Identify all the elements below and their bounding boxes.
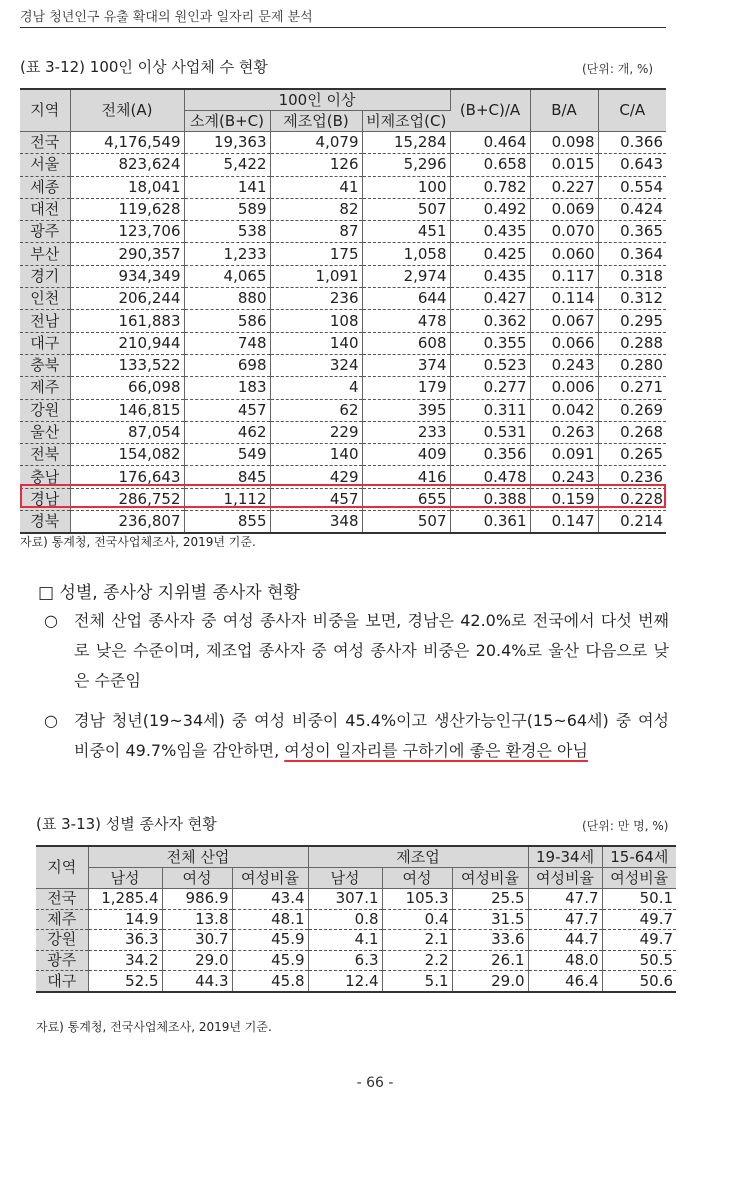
value-cell: 0.425: [450, 243, 530, 265]
value-cell: 233: [362, 421, 450, 443]
value-cell: 0.435: [450, 221, 530, 243]
value-cell: 4: [270, 377, 362, 399]
region-cell: 제주: [36, 909, 88, 930]
bullet-2-text-underlined: 여성이 일자리를 구하기에 좋은 환경은 아님: [284, 741, 588, 760]
value-cell: 880: [184, 288, 270, 310]
region-cell: 강원: [36, 930, 88, 951]
table1-caption: (표 3-12) 100인 이상 사업체 수 현황: [20, 58, 268, 76]
table-row: [20, 176, 666, 198]
region-cell: 인천: [20, 288, 70, 310]
value-cell: 31.5: [452, 909, 528, 930]
value-cell: 0.388: [450, 488, 530, 510]
table-row: [20, 132, 666, 154]
value-cell: 126: [270, 154, 362, 176]
table2-header-age-15-64: 15-64세: [602, 846, 676, 868]
value-cell: 18,041: [70, 176, 184, 198]
value-cell: 507: [362, 198, 450, 220]
value-cell: 395: [362, 399, 450, 421]
table1-header-subtotal: 소계(B+C): [184, 111, 270, 132]
value-cell: 52.5: [88, 971, 162, 992]
table1-source: 자료) 통계청, 전국사업체조사, 2019년 기준.: [20, 535, 256, 549]
value-cell: 29.0: [162, 950, 232, 971]
value-cell: 0.311: [450, 399, 530, 421]
region-cell: 전북: [20, 444, 70, 466]
table2-header-all-female-ratio: 여성비율: [232, 868, 308, 889]
value-cell: 4,065: [184, 265, 270, 287]
value-cell: 589: [184, 198, 270, 220]
table-row: [20, 154, 666, 176]
region-cell: 전국: [20, 132, 70, 154]
value-cell: 5,422: [184, 154, 270, 176]
value-cell: 34.2: [88, 950, 162, 971]
value-cell: 0.424: [598, 198, 666, 220]
value-cell: 0.464: [450, 132, 530, 154]
table-row: [20, 399, 666, 421]
value-cell: 0.355: [450, 332, 530, 354]
value-cell: 348: [270, 511, 362, 534]
value-cell: 0.366: [598, 132, 666, 154]
value-cell: 119,628: [70, 198, 184, 220]
value-cell: 47.7: [528, 909, 602, 930]
value-cell: 45.9: [232, 950, 308, 971]
value-cell: 0.8: [308, 909, 382, 930]
region-cell: 경기: [20, 265, 70, 287]
value-cell: 0.435: [450, 265, 530, 287]
value-cell: 176,643: [70, 466, 184, 488]
value-cell: 49.7: [602, 930, 676, 951]
value-cell: 586: [184, 310, 270, 332]
table-row: [20, 198, 666, 220]
value-cell: 0.288: [598, 332, 666, 354]
value-cell: 0.658: [450, 154, 530, 176]
table1: [20, 88, 666, 534]
value-cell: 48.1: [232, 909, 308, 930]
value-cell: 0.147: [530, 511, 598, 534]
value-cell: 0.643: [598, 154, 666, 176]
value-cell: 1,058: [362, 243, 450, 265]
bullet-2-mark: ○: [44, 711, 58, 730]
table2-header-all-male: 남성: [88, 868, 162, 889]
value-cell: 655: [362, 488, 450, 510]
value-cell: 0.243: [530, 354, 598, 376]
value-cell: 0.236: [598, 466, 666, 488]
table2-source: 자료) 통계청, 전국사업체조사, 2019년 기준.: [36, 1020, 272, 1034]
value-cell: 123,706: [70, 221, 184, 243]
value-cell: 229: [270, 421, 362, 443]
region-cell: 강원: [20, 399, 70, 421]
table-row: [20, 444, 666, 466]
value-cell: 451: [362, 221, 450, 243]
region-cell: 제주: [20, 377, 70, 399]
value-cell: 0.214: [620, 512, 664, 531]
table2-caption: (표 3-13) 성별 종사자 현황: [36, 815, 217, 833]
region-cell: 경북: [20, 511, 70, 534]
table-row: [20, 511, 666, 534]
value-cell: 66,098: [70, 377, 184, 399]
value-cell: 154,082: [70, 444, 184, 466]
table2-header-region: 지역: [36, 846, 88, 889]
value-cell: 0.277: [450, 377, 530, 399]
region-cell: 전국: [36, 889, 88, 910]
value-cell: 0.280: [598, 354, 666, 376]
table2-header-working-female-ratio: 여성비율: [602, 868, 676, 889]
header-rule: [20, 27, 666, 28]
value-cell: 986.9: [162, 889, 232, 910]
table1-unit: (단위: 개, %): [582, 62, 654, 76]
value-cell: 50.5: [602, 950, 676, 971]
value-cell: 416: [362, 466, 450, 488]
value-cell: 845: [184, 466, 270, 488]
table1-header-manufacturing: 제조업(B): [270, 111, 362, 132]
value-cell: 175: [270, 243, 362, 265]
bullet-1: [44, 606, 669, 696]
table2-header-mfg-female: 여성: [382, 868, 452, 889]
value-cell: 0.4: [382, 909, 452, 930]
value-cell: 0.361: [450, 511, 530, 534]
value-cell: 0.263: [530, 421, 598, 443]
value-cell: 457: [270, 488, 362, 510]
value-cell: 549: [184, 444, 270, 466]
bullet-2-text-plain: 경남 청년(19~34세) 중 여성 비중이 45.4%이고 생산가능인구(15~64세) 중 여성 비중이 49.7%임을 감안하면,: [74, 711, 669, 760]
value-cell: 26.1: [452, 950, 528, 971]
value-cell: 183: [184, 377, 270, 399]
value-cell: 82: [270, 198, 362, 220]
value-cell: 105.3: [382, 889, 452, 910]
region-cell: 전남: [20, 310, 70, 332]
table2-header-mfg-male: 남성: [308, 868, 382, 889]
value-cell: 0.271: [598, 377, 666, 399]
value-cell: 0.098: [530, 132, 598, 154]
value-cell: 13.8: [162, 909, 232, 930]
page-number: - 66 -: [356, 1075, 394, 1091]
table2-header-mfg-female-ratio: 여성비율: [452, 868, 528, 889]
value-cell: 0.531: [450, 421, 530, 443]
value-cell: 462: [184, 421, 270, 443]
bullet-1-text: 전체 산업 종사자 중 여성 종사자 비중을 보면, 경남은 42.0%로 전국에서 다섯 번째로 낮은 수준이며, 제조업 종사자 중 여성 종사자 비중은 20.4%로 울산 다음으로 낮은 수준임: [74, 611, 669, 690]
table2: [36, 845, 676, 993]
value-cell: 0.117: [530, 265, 598, 287]
value-cell: 44.7: [528, 930, 602, 951]
value-cell: 324: [270, 354, 362, 376]
value-cell: 608: [362, 332, 450, 354]
value-cell: 141: [184, 176, 270, 198]
value-cell: 5.1: [382, 971, 452, 992]
value-cell: 1,112: [184, 488, 270, 510]
value-cell: 33.6: [452, 930, 528, 951]
table-row: [20, 265, 666, 287]
value-cell: 0.356: [450, 444, 530, 466]
section-heading: □ 성별, 종사상 지위별 종사자 현황: [38, 583, 300, 603]
region-cell: 경남: [20, 488, 70, 510]
region-cell: 부산: [20, 243, 70, 265]
value-cell: 1,285.4: [88, 889, 162, 910]
value-cell: 161,883: [70, 310, 184, 332]
value-cell: 108: [270, 310, 362, 332]
region-cell: 광주: [20, 221, 70, 243]
value-cell: 62: [270, 399, 362, 421]
table1-header-non-manufacturing: 비제조업(C): [362, 111, 450, 132]
region-cell: 광주: [36, 950, 88, 971]
value-cell: 45.9: [232, 930, 308, 951]
value-cell: 6.3: [308, 950, 382, 971]
value-cell: 30.7: [162, 930, 232, 951]
value-cell: 12.4: [308, 971, 382, 992]
table2-header-all-industries: 전체 산업: [88, 846, 308, 868]
value-cell: 36.3: [88, 930, 162, 951]
value-cell: 25.5: [452, 889, 528, 910]
value-cell: 0.091: [530, 444, 598, 466]
value-cell: 49.7: [602, 909, 676, 930]
value-cell: 0.070: [530, 221, 598, 243]
table1-header-region: 지역: [20, 89, 70, 132]
value-cell: 4.1: [308, 930, 382, 951]
table-row: [20, 421, 666, 443]
value-cell: 45.8: [232, 971, 308, 992]
table-row: [36, 930, 676, 951]
value-cell: 87: [270, 221, 362, 243]
value-cell: 0.042: [530, 399, 598, 421]
table2-header-all-female: 여성: [162, 868, 232, 889]
value-cell: 50.6: [639, 971, 674, 990]
region-cell: 서울: [20, 154, 70, 176]
table-row: [36, 950, 676, 971]
region-cell: 세종: [20, 176, 70, 198]
value-cell: 0.227: [530, 176, 598, 198]
value-cell: 41: [270, 176, 362, 198]
table1-header-group: 100인 이상: [184, 89, 450, 111]
value-cell: 0.228: [598, 488, 666, 510]
bullet-1-mark: ○: [44, 611, 58, 630]
value-cell: 87,054: [70, 421, 184, 443]
table1-header-ratio-c-a: C/A: [598, 89, 666, 132]
table2-header-youth-female-ratio: 여성비율: [528, 868, 602, 889]
value-cell: 236: [270, 288, 362, 310]
value-cell: 934,349: [70, 265, 184, 287]
value-cell: 140: [270, 444, 362, 466]
value-cell: 0.365: [598, 221, 666, 243]
value-cell: 698: [184, 354, 270, 376]
region-cell: 울산: [20, 421, 70, 443]
value-cell: 644: [362, 288, 450, 310]
value-cell: 0.159: [530, 488, 598, 510]
value-cell: 0.782: [450, 176, 530, 198]
table-row: [20, 310, 666, 332]
value-cell: 0.523: [450, 354, 530, 376]
gyeongnam-row-highlight: [20, 484, 666, 508]
value-cell: 19,363: [184, 132, 270, 154]
value-cell: 146,815: [70, 399, 184, 421]
bullet-2-text: [44, 706, 669, 766]
value-cell: 0.114: [530, 288, 598, 310]
value-cell: 0.554: [598, 176, 666, 198]
value-cell: 210,944: [70, 332, 184, 354]
value-cell: 29.0: [452, 971, 528, 992]
value-cell: 0.312: [598, 288, 666, 310]
value-cell: 1,091: [270, 265, 362, 287]
value-cell: 855: [184, 511, 270, 534]
value-cell: 429: [270, 466, 362, 488]
value-cell: 48.0: [528, 950, 602, 971]
table-row: [20, 332, 666, 354]
running-header: 경남 청년인구 유출 확대의 원인과 일자리 문제 분석: [20, 10, 313, 25]
table-row: [36, 889, 676, 910]
value-cell: 286,752: [70, 488, 184, 510]
value-cell: 409: [362, 444, 450, 466]
region-cell: 대구: [36, 971, 88, 992]
table-row: [20, 243, 666, 265]
table2-header-manufacturing: 제조업: [308, 846, 528, 868]
value-cell: 0.069: [530, 198, 598, 220]
table-row: [20, 221, 666, 243]
value-cell: 179: [362, 377, 450, 399]
value-cell: 2.2: [382, 950, 452, 971]
value-cell: 0.318: [598, 265, 666, 287]
bullet-2: [44, 706, 669, 766]
value-cell: 1,233: [184, 243, 270, 265]
value-cell: 50.1: [602, 889, 676, 910]
value-cell: 140: [270, 332, 362, 354]
value-cell: 507: [362, 511, 450, 534]
value-cell: 43.4: [232, 889, 308, 910]
region-cell: 대전: [20, 198, 70, 220]
table-row: [20, 354, 666, 376]
value-cell: 0.295: [598, 310, 666, 332]
value-cell: 0.243: [530, 466, 598, 488]
value-cell: 44.3: [162, 971, 232, 992]
table1-header-ratio-b-a: B/A: [530, 89, 598, 132]
value-cell: 236,807: [70, 511, 184, 534]
region-cell: 충북: [20, 354, 70, 376]
table-row: [20, 288, 666, 310]
value-cell: 538: [184, 221, 270, 243]
table2-header-age-19-34: 19-34세: [528, 846, 602, 868]
table1-header-ratio-bc-a: (B+C)/A: [450, 89, 530, 132]
table2-unit: (단위: 만 명, %): [582, 819, 669, 833]
table-row: [20, 377, 666, 399]
value-cell: 4,079: [270, 132, 362, 154]
value-cell: 0.265: [598, 444, 666, 466]
value-cell: 4,176,549: [70, 132, 184, 154]
value-cell: 2,974: [362, 265, 450, 287]
value-cell: 0.060: [530, 243, 598, 265]
value-cell: 47.7: [528, 889, 602, 910]
table-row: [36, 971, 676, 992]
value-cell: 457: [184, 399, 270, 421]
value-cell: 307.1: [308, 889, 382, 910]
table1-body: [20, 132, 666, 534]
value-cell: 0.015: [530, 154, 598, 176]
value-cell: 0.362: [450, 310, 530, 332]
value-cell: 0.268: [598, 421, 666, 443]
value-cell: 0.364: [598, 243, 666, 265]
table-row: [36, 909, 676, 930]
value-cell: 823,624: [70, 154, 184, 176]
table2-body: [36, 889, 676, 992]
value-cell: 0.067: [530, 310, 598, 332]
value-cell: 133,522: [70, 354, 184, 376]
region-cell: 충남: [20, 466, 70, 488]
value-cell: 14.9: [88, 909, 162, 930]
value-cell: 748: [184, 332, 270, 354]
value-cell: 0.427: [450, 288, 530, 310]
value-cell: 290,357: [70, 243, 184, 265]
value-cell: 206,244: [70, 288, 184, 310]
value-cell: 0.492: [450, 198, 530, 220]
table1-header-total: 전체(A): [70, 89, 184, 132]
value-cell: 46.4: [528, 971, 602, 992]
value-cell: 374: [362, 354, 450, 376]
value-cell: 5,296: [362, 154, 450, 176]
value-cell: 478: [362, 310, 450, 332]
value-cell: 2.1: [382, 930, 452, 951]
region-cell: 대구: [20, 332, 70, 354]
value-cell: 0.066: [530, 332, 598, 354]
value-cell: 0.006: [530, 377, 598, 399]
value-cell: 0.478: [450, 466, 530, 488]
value-cell: 100: [362, 176, 450, 198]
value-cell: 0.269: [598, 399, 666, 421]
value-cell: 15,284: [362, 132, 450, 154]
